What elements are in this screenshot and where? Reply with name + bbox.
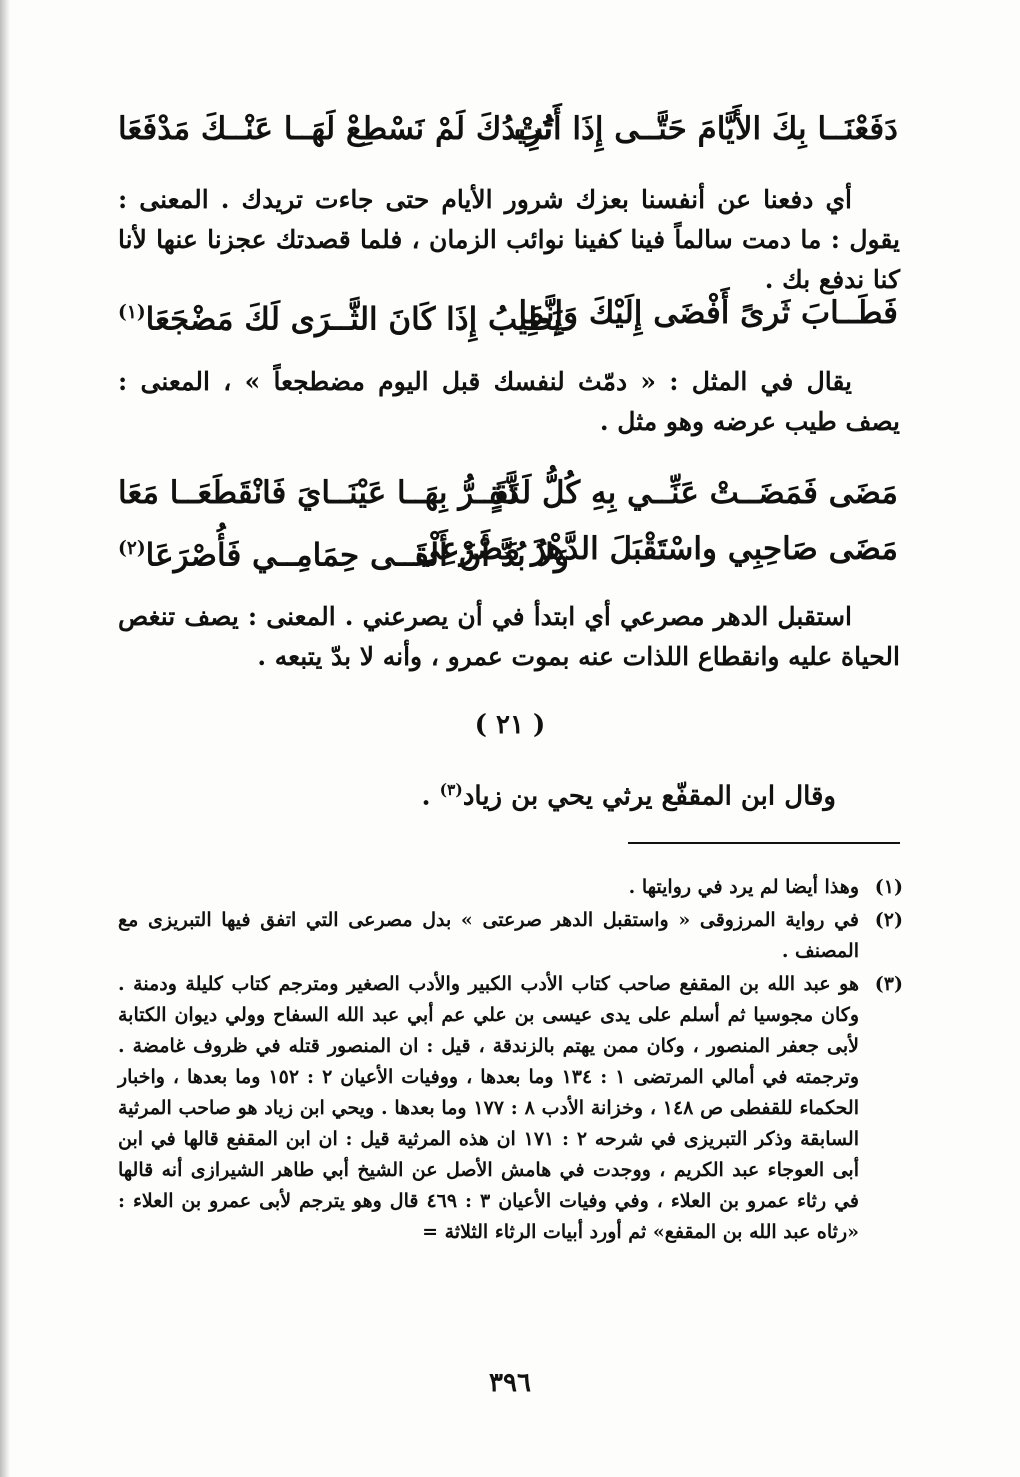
- footnote-1: [118, 872, 903, 903]
- verse-line-4: [118, 524, 898, 574]
- footnote-3-text-part2: ويحي ابن زياد هو صاحب المرثية السابقة وذكر التبريزى في شرحه ٢ : ١٧١ ان هذه المرثية قيل : ان ابن المقفع قالها في ابن أبى العوجاء عبد الكريم ، ووجدت في هامش الأصل عن الشيخ أبي طاهر الشيرازى أنه قالها في رثاء عمرو بن العلاء ، وفي وفيات الأعيان ٣ : ٤٦٩ قال وهو يترجم لأبى عمرو بن العلاء : «رثاه عبد الله بن المقفع» ثم أورد أبيات الرثاء الثلاثة =: [118, 1097, 860, 1243]
- commentary-1-text: أي دفعنا عن أنفسنا بعزك شرور الأيام حتى جاءت تريدك . المعنى : يقول : ما دمت سالماً فينا كفينا نوائب الزمان ، فلما قصدتك عجزنا عنها لأنا كنا ندفع بك .: [118, 185, 900, 294]
- footnote-ref-2: (٢): [118, 538, 146, 559]
- footnote-separator: [628, 842, 900, 844]
- footnotes: [118, 872, 903, 1250]
- poem-number: ( ٢١ ): [474, 710, 546, 740]
- footnote-3-body: [118, 969, 859, 1248]
- footnote-2-text: في رواية المرزوقى « واستقبل الدهر صرعتى » بدل مصرعى التي اتفق فيها التبريزى مع المصنف .: [118, 909, 859, 962]
- verse-2-second-text: يَطِيبُ إِذَا كَانَ الثَّــرَى لَكَ مَضْجَعَا: [145, 301, 562, 338]
- verse-1-second-hemistich: تُرِيدُكَ لَمْ نَسْطِعْ لَهَــا عَنْــكَ مَدْفَعَا: [118, 111, 553, 147]
- footnote-3: [118, 969, 903, 1248]
- verse-1-first-hemistich: دَفَعْنَــا بِكَ الأَيَّامَ حَتَّــى إِذَا أَتَتْ: [513, 111, 898, 147]
- poem-intro-text: وقال ابن المقفّع يرثي يحي بن زياد: [462, 781, 836, 812]
- footnote-1-text: وهذا أيضا لم يرد في روايتها .: [628, 876, 859, 898]
- poem-intro-end: .: [421, 781, 440, 812]
- verse-line-2: [118, 288, 898, 338]
- commentary-2-text: يقال في المثل : « دمّث لنفسك قبل اليوم مضطجعاً » ، المعنى : يصف طيب عرضه وهو مثل .: [118, 367, 900, 436]
- commentary-2: [118, 362, 900, 442]
- footnote-3-text-part1: هو عبد الله بن المقفع صاحب كتاب الأدب الكبير والأدب الصغير ومترجم كتاب كليلة ودمنة . وكان مجوسيا ثم أسلم على يدى عيسى بن علي عم أبي عبد الله السفاح وولي ديوان الكتابة لأبى جعفر المنصور ، وكان ممن يهتم بالزندقة ، قيل : ان المنصور قتله في ظروف غامضة . وترجمته في أمالي المرتضى ١ : ١٣٤ وما بعدها ، ووفيات الأعيان ٢ : ١٥٢ وما بعدها ، واخبار الحكماء للقفطى ص ١٤٨ ، وخزانة الأدب ٨ : ١٧٧ وما بعدها .: [118, 973, 860, 1119]
- footnote-ref-3: (٣): [439, 780, 463, 799]
- verse-4-first-hemistich: مَضَى صَاحِبِي واسْتَقْبَلَ الدَّهْرُ مَصْرَعِي: [415, 531, 898, 567]
- verse-4-second-text: وَلاَ بُدَّ أَنْ أَلْقَــى حِمَامِــي فَأُصْرَعَا: [145, 537, 570, 574]
- verse-2-first-hemistich: فَطَــابَ ثَرىً أَفْضَى إِلَيْكَ وَإِنَّمَا: [518, 295, 898, 331]
- footnote-2-number: (٢): [874, 909, 903, 931]
- page-number: ٣٩٦: [489, 1368, 531, 1398]
- verse-line-3: [118, 468, 898, 518]
- footnote-3-number: (٣): [874, 973, 903, 995]
- commentary-1: [118, 180, 900, 300]
- footnote-1-number: (١): [874, 876, 903, 898]
- commentary-3-text: استقبل الدهر مصرعي أي ابتدأ في أن يصرعني . المعنى : يصف تنغص الحياة عليه وانقطاع اللذات عنه بموت عمرو ، وأنه لا بدّ يتبعه .: [118, 602, 900, 671]
- verse-3-second-hemistich: تَقَــرُّ بِهَــا عَيْنَــايَ فَانْقَطَعَــا مَعَا: [118, 475, 518, 511]
- verse-2-second-hemistich: [118, 288, 562, 344]
- verse-line-1: [118, 104, 898, 154]
- footnote-2: [118, 905, 903, 967]
- poem-intro: [118, 770, 836, 817]
- verse-3-first-hemistich: مَضَى فَمَضَــتْ عَنِّــي بِهِ كُلُّ لَذَّةٍ: [489, 475, 898, 511]
- footnote-ref-1: (١): [118, 302, 146, 323]
- commentary-3: [118, 597, 900, 677]
- verse-4-second-hemistich: [118, 524, 569, 580]
